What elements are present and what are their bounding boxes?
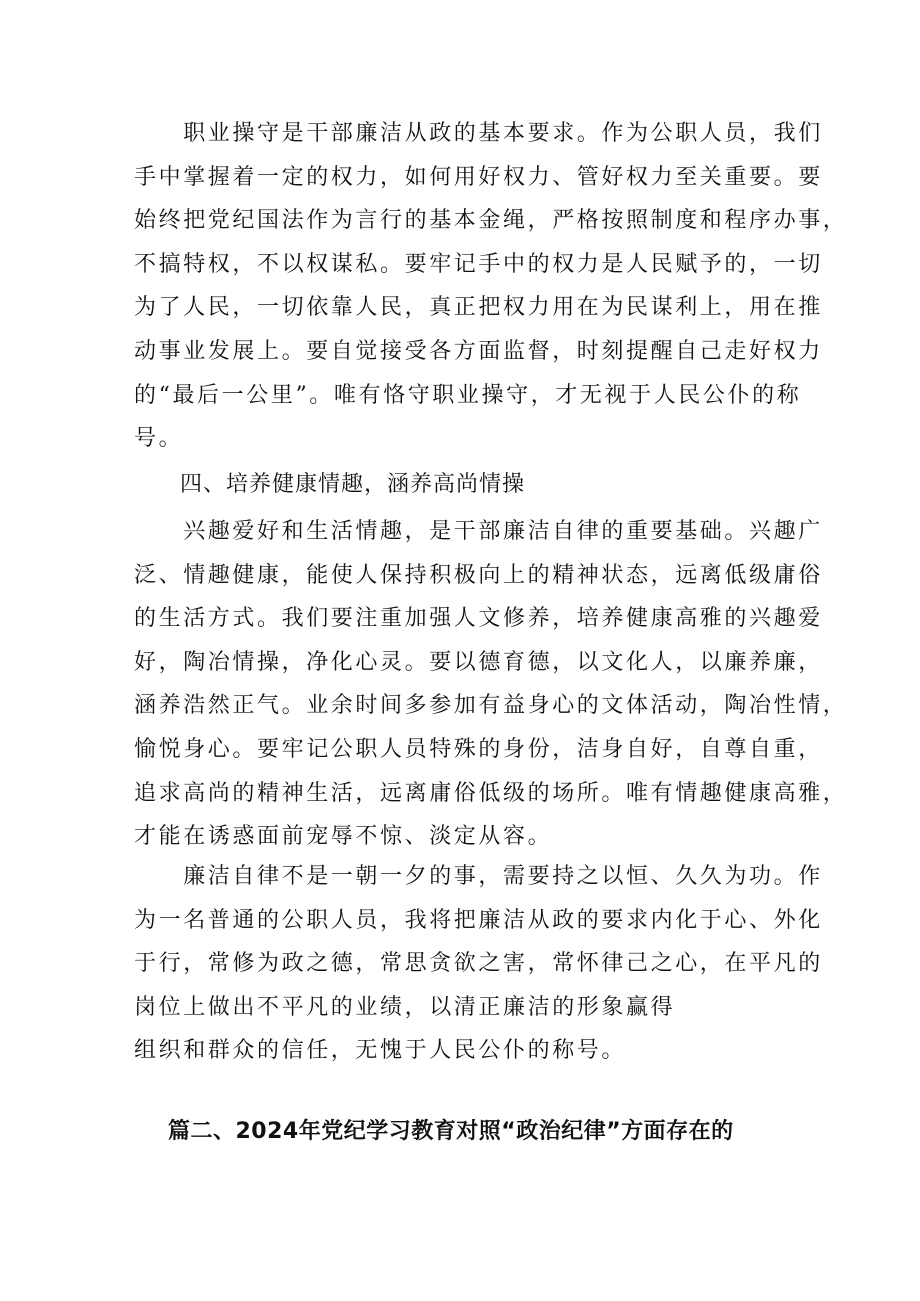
text-line: 好，陶冶情操，净化心灵。要以德育德，以文化人，以廉养廉， [134,649,823,675]
text-line: 职业操守是干部廉洁从政的基本要求。作为公职人员，我们 [134,121,823,146]
text-line: 不搞特权，不以权谋私。要牢记手中的权力是人民赋予的，一切 [134,251,823,277]
text-line: 泛、情趣健康，能使人保持积极向上的精神状态，远离低级庸俗 [134,562,823,588]
text-line: 始终把党纪国法作为言行的基本金绳，严格按照制度和程序办事， [134,208,848,234]
article-title: 篇二、2024年党纪学习教育对照“政治纪律”方面存在的 [168,1119,734,1144]
text-line: 廉洁自律不是一朝一夕的事，需要持之以恒、久久为功。作 [134,864,823,889]
text-line: 为了人民，一切依靠人民，真正把权力用在为民谋利上，用在推 [134,295,823,321]
text-line: 组织和群众的信任，无愧于人民公仆的称号。 [134,1038,627,1064]
text-line: 才能在诱惑面前宠辱不惊、淡定从容。 [134,824,553,850]
paragraph-healthy-interests [134,510,848,859]
text-line: 追求高尚的精神生活，远离庸俗低级的场所。唯有情趣健康高雅， [134,780,848,806]
text-line: 岗位上做出不平凡的业绩，以清正廉洁的形象赢得 [134,994,676,1020]
text-line: 为一名普通的公职人员，我将把廉洁从政的要求内化于心、外化 [134,907,823,933]
paragraph-conclusion [134,855,823,1073]
text-line: 动事业发展上。要自觉接受各方面监督，时刻提醒自己走好权力 [134,338,823,364]
text-line: 的“最后一公里”。唯有恪守职业操守，才无视于人民公仆的称 [134,382,802,408]
text-line: 号。 [134,426,184,452]
paragraph-professional-ethics [134,112,848,461]
text-line: 的生活方式。我们要注重加强人文修养，培养健康高雅的兴趣爱 [134,606,823,632]
text-line: 于行，常修为政之德，常思贪欲之害，常怀律己之心，在平凡的 [134,951,823,977]
text-line: 手中掌握着一定的权力，如何用好权力、管好权力至关重要。要 [134,164,823,190]
section-heading-4: 四、培养健康情趣，涵养高尚情操 [180,472,526,497]
text-line: 涵养浩然正气。业余时间多参加有益身心的文体活动，陶冶性情， [134,693,848,719]
text-line: 愉悦身心。要牢记公职人员特殊的身份，洁身自好，自尊自重， [134,736,823,762]
text-line: 兴趣爱好和生活情趣，是干部廉洁自律的重要基础。兴趣广 [134,519,823,544]
